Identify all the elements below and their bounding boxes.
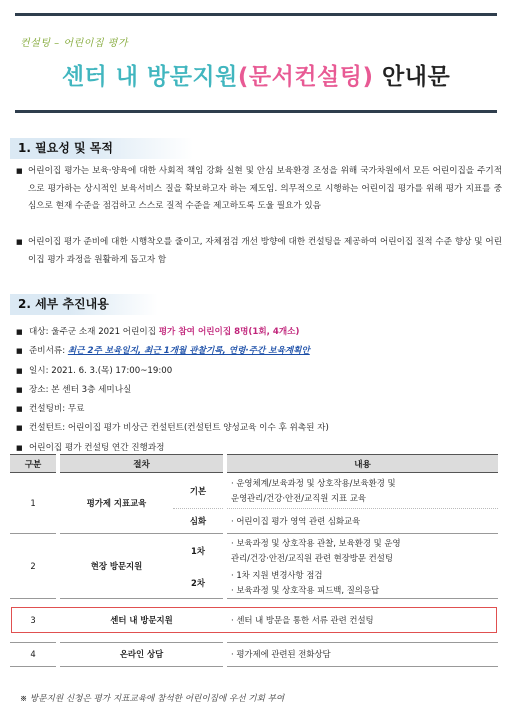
footnote: ※ 방문지원 신청은 평가 지표교육에 참석한 어린이집에 우선 기회 부여 — [20, 694, 285, 704]
row3-proc: 센터 내 방문지원 — [110, 615, 173, 625]
row2-sub-first: 1차 — [191, 545, 205, 556]
purpose-text-2: 어린이집 평가 준비에 대한 시행착오를 줄이고, 자체점검 개선 방향에 대한 컨설팅을 제공하여 어린이집 질적 수준 향상 및 어린이집 평가 과정을 원활하게 돕고자 함 — [28, 237, 502, 265]
table-row — [10, 642, 498, 666]
process-table — [10, 454, 498, 667]
table-header-row — [10, 455, 498, 473]
top-rule — [15, 13, 497, 16]
documents-emphasis: 최근 2주 보육일지, 최근 1개월 관찰기록, 연령·주간 보육계획안 — [67, 346, 310, 357]
row2-proc: 현장 방문지원 — [60, 534, 173, 599]
document-title — [0, 58, 512, 91]
purpose-bullet-2 — [16, 234, 502, 269]
header-desc: 내용 — [227, 455, 498, 473]
section-heading-details: 2. 세부 추진내용 — [10, 294, 158, 315]
row1-no: 1 — [10, 473, 56, 534]
list-item-consultant: ■ 컨설턴트: 어린이집 평가 비상근 컨설턴트(컨설턴트 양성교육 이수 후 위촉된 자) — [20, 419, 500, 438]
row4-desc: · 평가제에 관련된 전화상담 — [227, 642, 498, 666]
purpose-bullet-1 — [16, 163, 502, 216]
row1-desc-basic: · 운영체계/보육과정 및 상호작용/보육환경 및 운영관리/건강·안전/교직원 지표 교육 — [227, 473, 498, 509]
row2-sub-second: 2차 — [173, 568, 223, 599]
row1-sub-advanced: 심화 — [173, 509, 223, 534]
list-item-documents: ■ 준비서류: 최근 2주 보육일지, 최근 1개월 관찰기록, 연령·주간 보육계획안 — [20, 342, 500, 361]
table-row — [10, 473, 498, 509]
table-row — [10, 534, 498, 568]
row2-desc-first: · 보육과정 및 상호작용 관찰, 보육환경 및 운영 관리/건강·안전/교직원 관련 현장방문 컨설팅 — [231, 537, 401, 563]
bullet-square-icon: ■ — [16, 167, 23, 175]
row4-proc: 온라인 상담 — [60, 642, 223, 666]
row3-desc: · 센터 내 방문을 통한 서류 관련 컨설팅 — [231, 615, 374, 625]
target-emphasis: 평가 참여 어린이집 8명(1회, 4개소) — [158, 327, 300, 337]
row4-no: 4 — [10, 642, 56, 666]
purpose-text-1: 어린이집 평가는 보육·양육에 대한 사회적 책임 강화 실현 및 안심 보육환경 조성을 위해 국가차원에서 모든 어린이집을 주기적으로 평가하는 상시적인 보육서비스 질을 확보하고자 하는 제도임. 의무적으로 시행하는 어린이집 평가를 위해 평가 지표를 중심으로 현재 수준을 점검하고 스스로 질적 수준을 제고하도록 도울 필요가 있음 — [28, 166, 502, 211]
list-item-date: ■ 일시: 2021. 6. 3.(목) 17:00~19:00 — [20, 362, 500, 381]
row1-proc: 평가제 지표교육 — [60, 473, 173, 534]
details-list — [20, 323, 500, 458]
header-proc: 절차 — [60, 455, 223, 473]
row1-sub-basic: 기본 — [173, 473, 223, 509]
list-item-process: ■ 어린이집 평가 컨설팅 연간 진행과정 — [20, 439, 500, 458]
table-row-highlighted — [10, 606, 498, 634]
row2-no: 2 — [10, 534, 56, 599]
title-main: 센터 내 방문지원 — [61, 64, 238, 90]
row3-no: 3 — [30, 615, 36, 625]
title-suffix: 안내문 — [373, 64, 451, 90]
document-subtitle: 컨설팅 – 어린이집 평가 — [20, 38, 128, 49]
row1-desc-advanced: · 어린이집 평가 영역 관련 심화교육 — [227, 509, 498, 534]
header-no: 구분 — [10, 455, 56, 473]
row2-desc-second: · 1차 지원 변경사항 점검 · 보육과정 및 상호작용 피드백, 질의응답 — [227, 568, 498, 599]
list-item-target: ■ 대상: 울주군 소재 2021 어린이집 평가 참여 어린이집 8명(1회, 4개소) — [20, 323, 500, 342]
list-item-place: ■ 장소: 본 센터 3층 세미나실 — [20, 381, 500, 400]
section-heading-purpose: 1. 필요성 및 목적 — [10, 138, 193, 159]
list-item-fee: ■ 컨설팅비: 무료 — [20, 400, 500, 419]
title-rule — [15, 110, 497, 113]
bullet-square-icon: ■ — [16, 238, 23, 246]
title-parenthetical: (문서컨설팅) — [237, 64, 374, 90]
